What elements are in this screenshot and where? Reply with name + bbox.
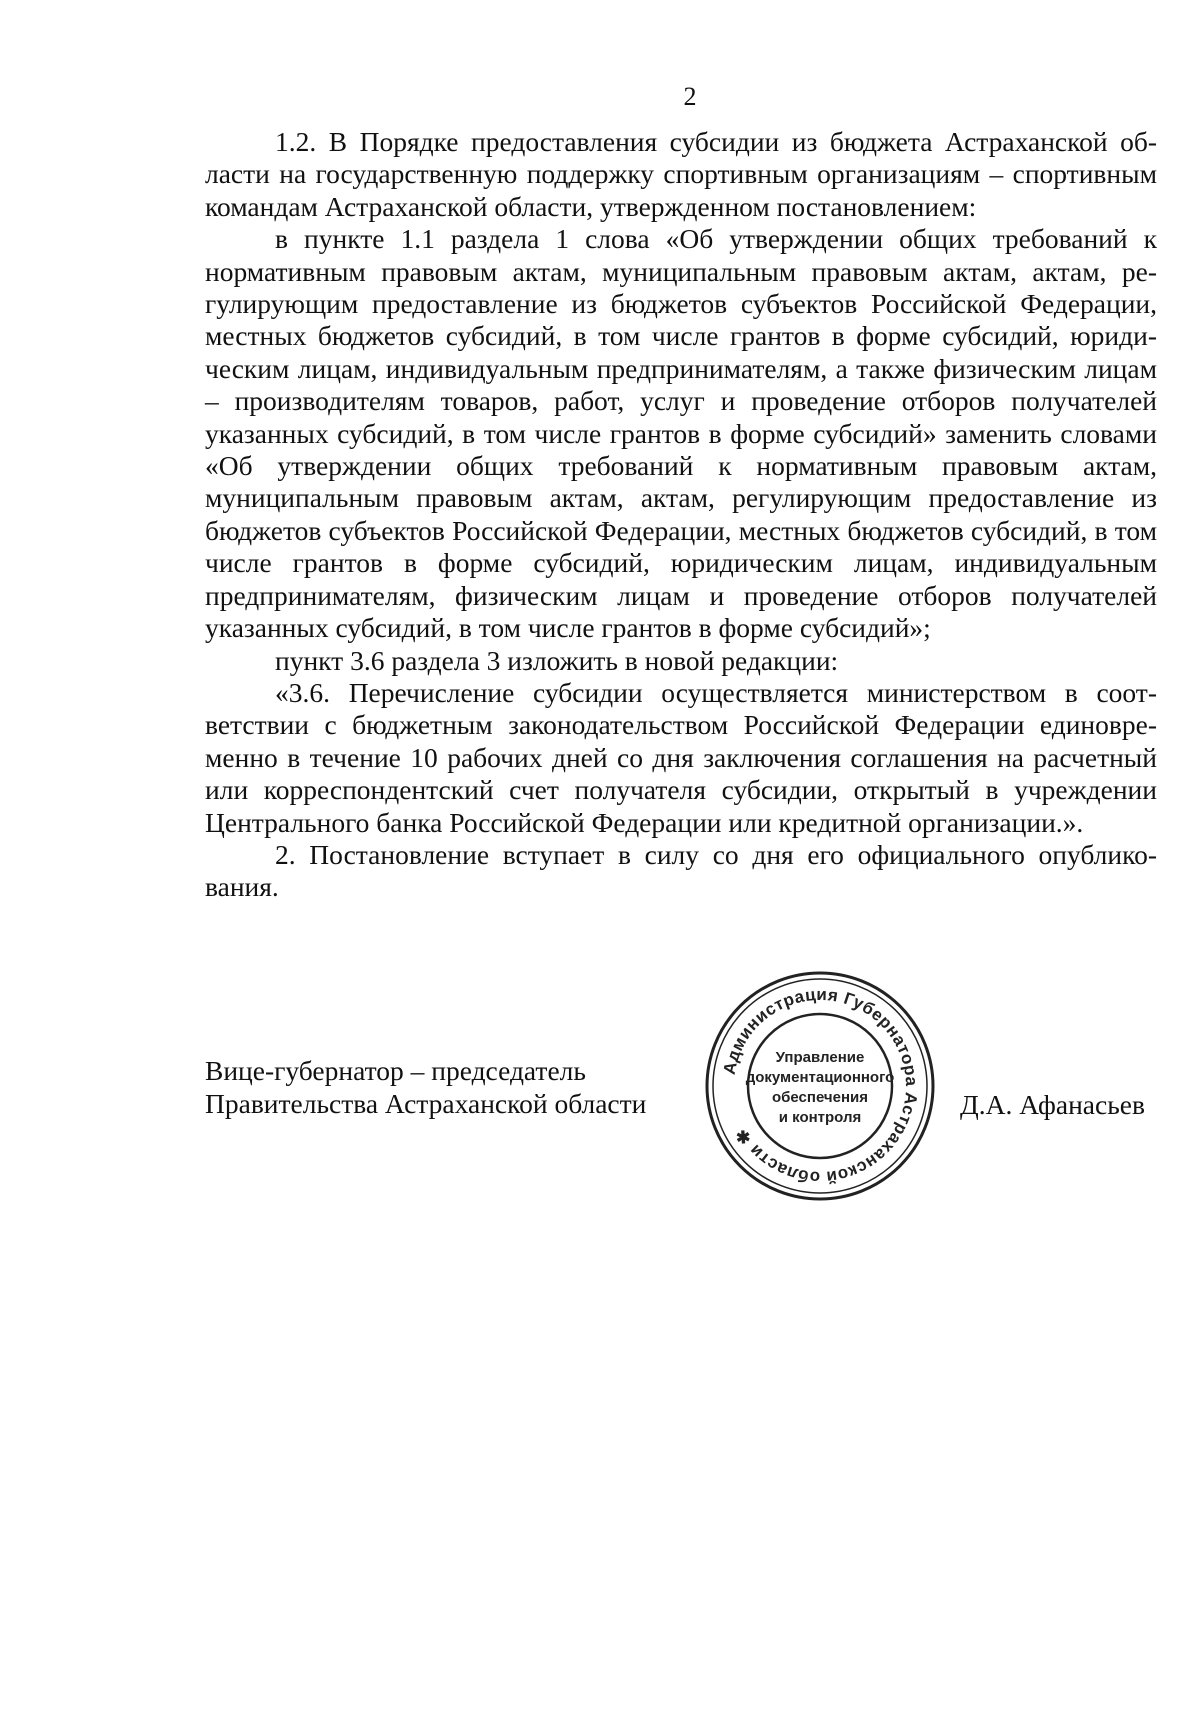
official-stamp [700, 966, 940, 1206]
paragraph-item-3-6-text: «3.6. Перечисление субсидии осуществляется министерством в соответствии с бюджетным законодательством Российской Федерации единовременно в течение 10 рабочих дней со дня заключения соглашения на расчетный или корреспондентский счет получателя субсидии, открытый в учреждении Центрального банка Российской Федерации или кредитной организации.». [205, 676, 1157, 838]
paragraph-2: 2. Постановление вступает в силу со дня его официального опубликования. [205, 838, 1157, 903]
signature-position [205, 1054, 646, 1120]
stamp-inner-line-3: обеспечения [771, 1089, 869, 1106]
signature-position-line-2: Правительства Астраханской области [205, 1088, 647, 1119]
signer-name: Д.А. Афанасьев [960, 1089, 1145, 1120]
paragraph-item-3-6-intro: пункт 3.6 раздела 3 изложить в новой редакции: [275, 644, 839, 676]
paragraph-item-1-1: в пункте 1.1 раздела 1 слова «Об утверждении общих требований к нормативным правовым актам, муниципальным правовым актам, актам, регулирующим предоставление из бюджетов субъектов Российской Федерации, местных бюджетов субсидий, в том числе грантов в форме субсидий, юридическим лицам, индивидуальным предпринимателям, а также физическим лицам – производителям товаров, работ, услуг и проведение отборов получателей указанных субсидий, в том числе грантов в форме субсидий» заменить словами «Об утверждении общих требований к нормативным правовым актам, муниципальным правовым актам, актам, регулирующим предоставление из бюджетов субъектов Российской Федерации, местных бюджетов субсидий, в том числе грантов в форме субсидий, юридическим лицам, индивидуальным предпринимателям, физическим лицам и проведение отборов получателей указанных субсидий, в том числе грантов в форме субсидий»; [205, 223, 1157, 644]
stamp-graphic [700, 966, 940, 1206]
page-number: 2 [683, 82, 697, 111]
stamp-outer-text: Администрация Губернатора Астраханской области ✱ [719, 984, 922, 1188]
stamp-inner-line-1: Управление [775, 1049, 865, 1066]
stamp-inner-line-4: и контроля [778, 1109, 862, 1126]
stamp-inner-line-2: документационного [745, 1069, 895, 1086]
document-body [205, 126, 1157, 904]
signature-position-line-1: Вице-губернатор – председатель [205, 1055, 586, 1086]
paragraph-1-2: 1.2. В Порядке предоставления субсидии из бюджета Астраханской области на государственную поддержку спортивным организациям – спортивным командам Астраханской области, утвержденном постановлением: [205, 126, 1157, 222]
